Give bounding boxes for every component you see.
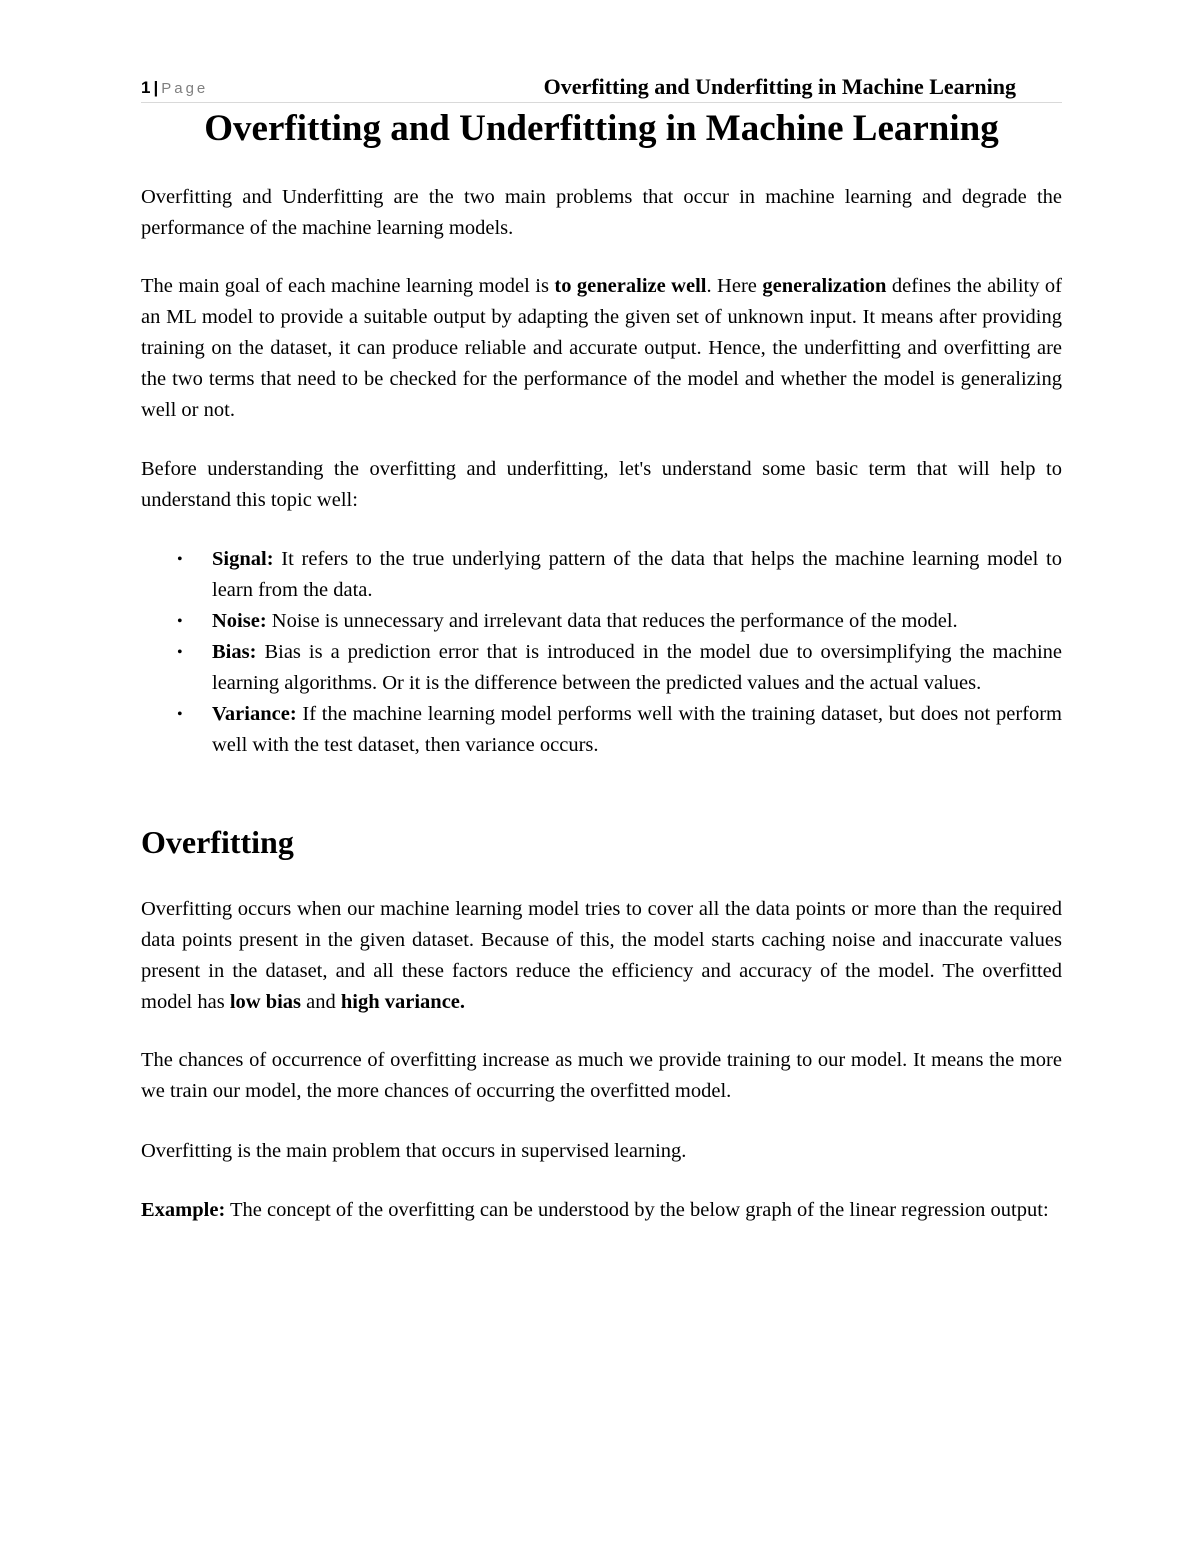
bold-text: Example: — [141, 1199, 226, 1221]
list-item-signal — [141, 544, 1062, 606]
page-header — [141, 74, 1062, 103]
overfitting-paragraph-2: The chances of occurrence of overfitting increase as much we provide training to our model. It means the more we train our model, the more chances of occurring the overfitted model. — [141, 1049, 1062, 1102]
text-run: and — [301, 991, 341, 1013]
page-number-label — [141, 78, 208, 98]
page-word: Page — [161, 80, 209, 97]
term-text: It refers to the true underlying pattern of the data that helps the machine learning model to learn from the data. — [212, 548, 1062, 601]
header-separator: | — [153, 78, 159, 97]
terms-list — [141, 544, 1062, 761]
term-text: Noise is unnecessary and irrelevant data that reduces the performance of the model. — [266, 610, 958, 632]
term-text: If the machine learning model performs well with the training dataset, but does not perform well with the test dataset, then variance occurs. — [212, 703, 1062, 756]
running-title: Overfitting and Underfitting in Machine Learning — [543, 74, 1016, 99]
overfitting-example-paragraph — [141, 1195, 1062, 1226]
list-item-bias — [141, 637, 1062, 699]
list-item-variance — [141, 699, 1062, 761]
bullet-icon: • — [177, 613, 183, 630]
section-heading-overfitting: Overfitting — [141, 824, 294, 860]
term-text: Bias is a prediction error that is introduced in the model due to oversimplifying the machine learning algorithms. Or it is the difference between the predicted values and the actual values. — [212, 641, 1062, 694]
term-label: Bias: — [212, 641, 257, 663]
bold-text: low bias — [229, 991, 302, 1013]
term-label: Variance: — [212, 703, 297, 725]
document-title: Overfitting and Underfitting in Machine Learning — [204, 108, 999, 149]
term-label: Noise: — [212, 610, 267, 632]
text-run: The concept of the overfitting can be understood by the below graph of the linear regression output: — [225, 1199, 1049, 1221]
intro-paragraph-2 — [141, 271, 1062, 426]
text-run: defines the ability of an ML model to provide a suitable output by adapting the given set of unknown input. It means after providing training on the dataset, it can produce reliable and accurate output. Hence, the underfitting and overfitting are the two terms that need to be checked for the performance of the model and whether the model is generalizing well or not. — [141, 275, 1062, 421]
bullet-icon: • — [177, 644, 183, 661]
overfitting-paragraph-3: Overfitting is the main problem that occurs in supervised learning. — [141, 1140, 687, 1162]
bullet-icon: • — [177, 551, 183, 568]
text-run: The main goal of each machine learning model is — [141, 275, 555, 297]
bold-text: generalization — [762, 275, 887, 297]
term-label: Signal: — [212, 548, 274, 570]
bullet-icon: • — [177, 706, 183, 723]
bold-text: high variance. — [340, 991, 466, 1013]
bold-text: to generalize well — [554, 275, 707, 297]
text-run: . Here — [706, 275, 763, 297]
text-run: Overfitting occurs when our machine learning model tries to cover all the data points or more than the required data points present in the given dataset. Because of this, the model starts caching noise and inaccurate values present in the dataset, and all these factors reduce the efficiency and accuracy of the model. The overfitted model has — [141, 898, 1062, 1013]
list-item-noise — [141, 606, 1062, 637]
intro-paragraph-1: Overfitting and Underfitting are the two main problems that occur in machine learning and degrade the performance of the machine learning models. — [141, 186, 1062, 239]
page-number: 1 — [141, 78, 151, 97]
overfitting-paragraph-1 — [141, 894, 1062, 1018]
intro-paragraph-3: Before understanding the overfitting and underfitting, let's understand some basic term that will help to understand this topic well: — [141, 458, 1062, 511]
